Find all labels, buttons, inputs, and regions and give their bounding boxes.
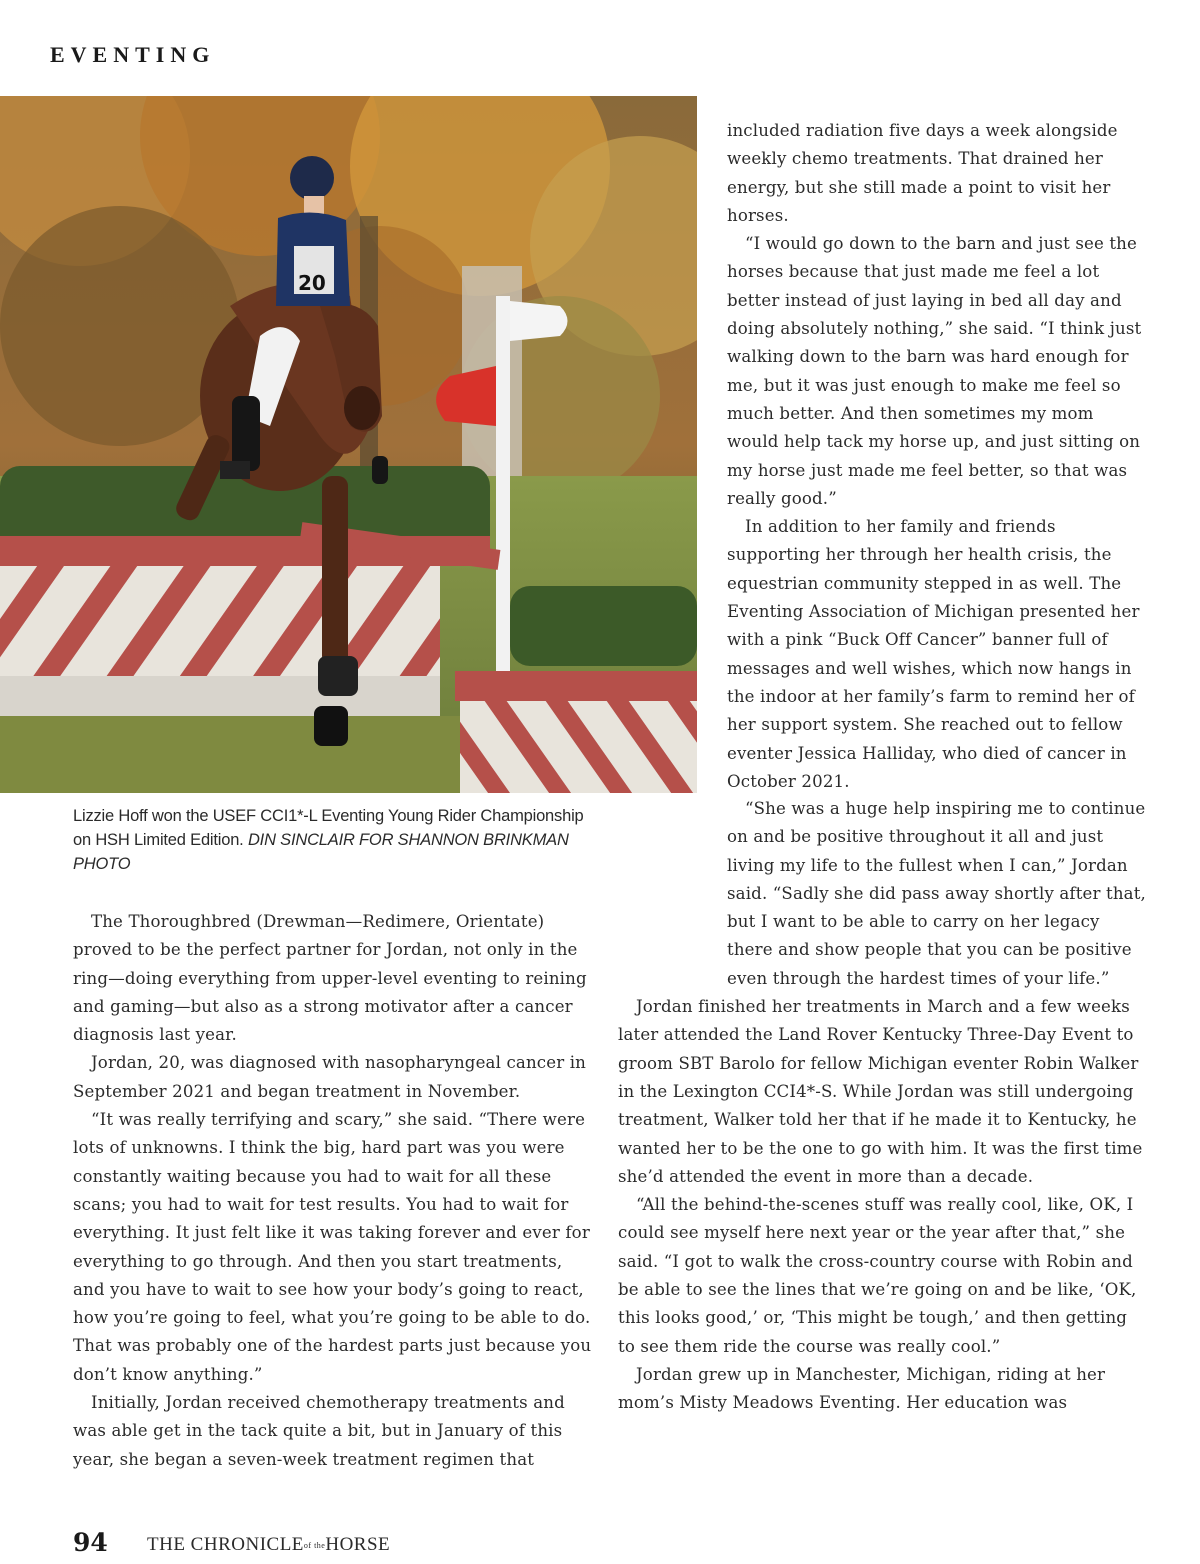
photo-credit: DIN SINCLAIR FOR SHANNON BRINKMAN PHOTO: [73, 831, 569, 873]
paragraph: “I would go down to the barn and just see the horses because that just made me feel a lot better instead of just laying in bed all day and doing absolutely nothing,” she said. “I think just walking down to the barn was hard enough for me, but it was just enough to make me feel so much better. And then sometimes my mom would help tack my horse up, and just sitting on my horse just made me feel better, so that was really good.”: [727, 234, 1142, 508]
paragraph: included radiation five days a week alongside weekly chemo treatments. That drained her energy, but she still made a point to visit her horses.: [727, 121, 1118, 225]
magazine-logo: [147, 1534, 390, 1556]
magazine-name-post: HORSE: [325, 1534, 391, 1555]
paragraph: The Thoroughbred (Drewman—Redimere, Orientate) proved to be the perfect partner for Jordan, not only in the ring—doing everything from upper-level eventing to reining and gaming—but also as a strong motivator after a cancer diagnosis last year.: [73, 912, 587, 1045]
caption-text: Lizzie Hoff won the USEF CCI1*-L Eventing Young Rider Championship on HSH Limited Edition.: [73, 807, 584, 849]
paragraph: “She was a huge help inspiring me to continue on and be positive throughout it all and just living my life to the fullest when I can,” Jordan said. “Sadly she did pass away shortly after that, but I want to be able to carry on her legacy there and show people that you can be positive even through the hardest times of your life.”: [727, 799, 1146, 988]
section-label: EVENTING: [50, 42, 216, 67]
paragraph: In addition to her family and friends supporting her through her health crisis, the equestrian community stepped in as well. The Eventing Association of Michigan presented her with a pink “Buck Off Cancer” banner full of messages and well wishes, which now hangs in the indoor at her family’s farm to remind her of her support system. She reached out to fellow eventer Jessica Halliday, who died of cancer in October 2021.: [727, 517, 1140, 791]
paragraph: “All the behind-the-scenes stuff was really cool, like, OK, I could see myself here next year or the year after that,” she said. “I got to walk the cross-country course with Robin and be able to see the lines that we’re going on and be like, ‘OK, this looks good,’ or, ‘This might be tough,’ and then getting to see them ride the course was really cool.”: [618, 1195, 1137, 1356]
magazine-name-pre: THE CHRONICLE: [147, 1534, 304, 1555]
page-number: 94: [73, 1528, 108, 1557]
paragraph: Jordan, 20, was diagnosed with nasopharyngeal cancer in September 2021 and began treatment in November.: [73, 1053, 587, 1101]
article-column-right-top: [727, 117, 1147, 796]
paragraph: “It was really terrifying and scary,” she said. “There were lots of unknowns. I think the big, hard part was you were constantly waiting because you had to wait for all these scans; you had to wait for test results. You had to wait for everything. It just felt like it was taking forever and ever for everything to go through. And then you start treatments, and you have to wait to see how your body’s going to react, how you’re going to feel, what you’re going to be able to do. That was probably one of the hardest parts just because you don’t know anything.”: [73, 1110, 592, 1384]
photo-horse-rider-jumping: [0, 96, 697, 793]
paragraph: Jordan grew up in Manchester, Michigan, riding at her mom’s Misty Meadows Eventing. Her education was: [618, 1364, 1106, 1413]
article-photo: [0, 96, 697, 793]
svg-text:20: 20: [298, 271, 326, 295]
article-column-left: [73, 908, 593, 1474]
paragraph: Initially, Jordan received chemotherapy treatments and was able get in the tack quite a bit, but in January of this year, she began a seven-week treatment regimen that: [73, 1393, 565, 1469]
magazine-name-of: of the: [303, 1541, 326, 1551]
article-column-right-bottom: [618, 795, 1148, 1418]
paragraph: Jordan finished her treatments in March and a few weeks later attended the Land Rover Kentucky Three-Day Event to groom SBT Barolo for fellow Michigan eventer Robin Walker in the Lexington CCI4*-S. While Jordan was still undergoing treatment, Walker told her that if he made it to Kentucky, he wanted her to be the one to go with him. It was the first time she’d attended the event in more than a decade.: [618, 997, 1143, 1186]
photo-caption: [73, 804, 593, 876]
